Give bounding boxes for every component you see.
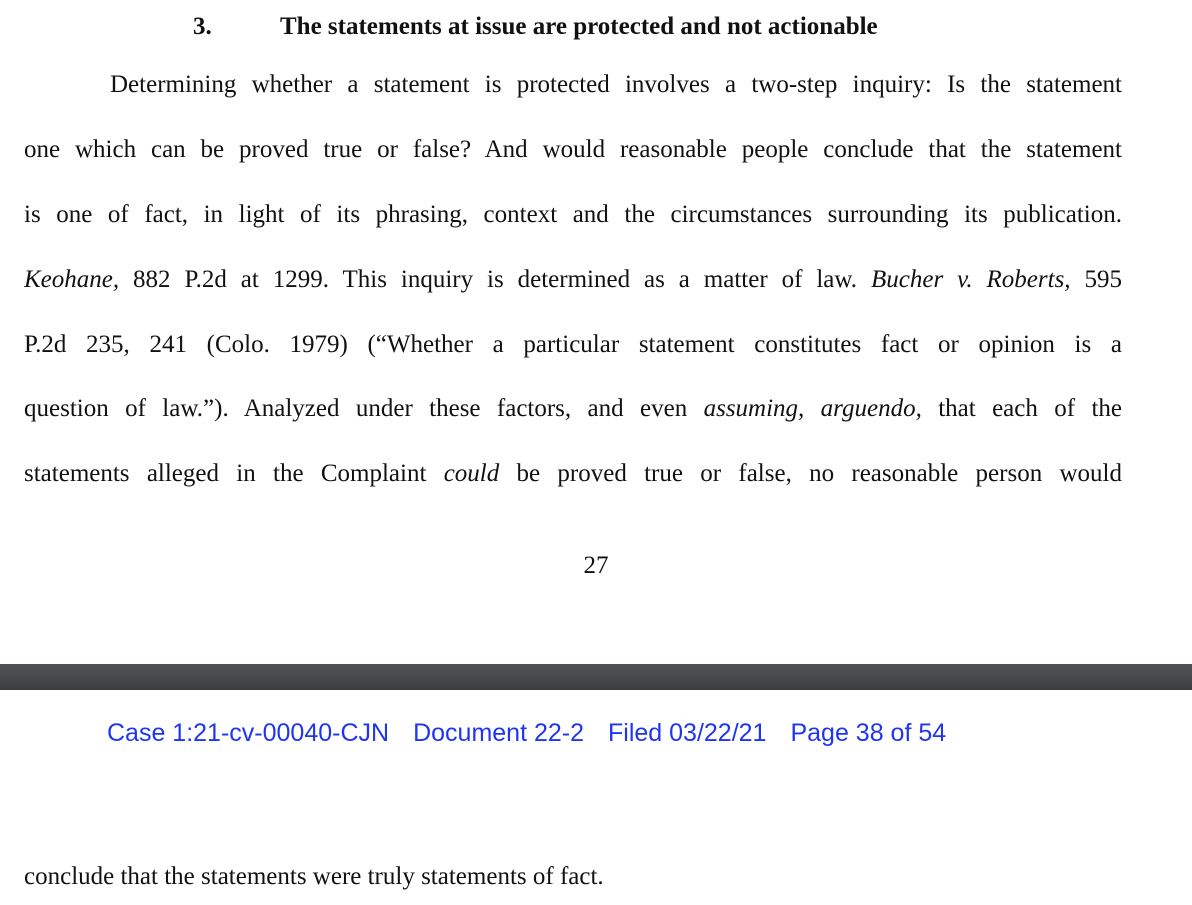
document-page-bottom (0, 690, 1192, 905)
document-number: Document 22-2 (413, 719, 585, 747)
continuation-text: conclude that the statements were truly statements of fact. (24, 863, 604, 890)
text-run: 595 (1070, 265, 1122, 293)
paragraph-line (24, 377, 1122, 442)
filed-date: Filed 03/22/21 (608, 719, 767, 747)
page-count: Page 38 of 54 (790, 719, 947, 747)
text-run: 882 P.2d at 1299. This inquiry is determined as a matter of law. (119, 265, 871, 293)
italic-text: could (443, 460, 500, 488)
paragraph-line (24, 313, 1122, 378)
paragraph-line (24, 248, 1122, 313)
italic-text: Bucher v. Roberts, (870, 265, 1071, 293)
paragraph-line (24, 118, 1122, 183)
text-run: P.2d 235, 241 (Colo. 1979) (“Whether a particular statement constitutes fact or opinion is a (24, 330, 1122, 358)
page-number: 27 (583, 552, 609, 579)
case-header (107, 716, 946, 750)
paragraph-line (24, 442, 1122, 507)
italic-text: assuming, arguendo, (703, 395, 922, 423)
case-number: Case 1:21-cv-00040-CJN (107, 719, 390, 747)
section-number: 3. (193, 13, 212, 40)
section-title: The statements at issue are protected and not actionable (280, 13, 878, 40)
italic-text: Keohane, (24, 265, 120, 293)
page-separator (0, 664, 1192, 690)
text-run: one which can be proved true or false? And would reasonable people conclude that the statement (24, 135, 1122, 163)
text-run: is one of fact, in light of its phrasing, context and the circumstances surrounding its publication. (24, 200, 1122, 228)
section-heading (0, 10, 1192, 44)
text-run: be proved true or false, no reasonable person would (499, 460, 1122, 488)
paragraph-line (24, 183, 1122, 248)
text-run: statements alleged in the Complaint (24, 460, 444, 488)
paragraph-line (24, 53, 1122, 118)
text-run: question of law.”). Analyzed under these factors, and even (24, 395, 704, 423)
body-paragraph (24, 53, 1122, 507)
text-run: that each of the (921, 395, 1122, 423)
text-run: Determining whether a statement is protected involves a two-step inquiry: Is the statement (110, 71, 1122, 98)
